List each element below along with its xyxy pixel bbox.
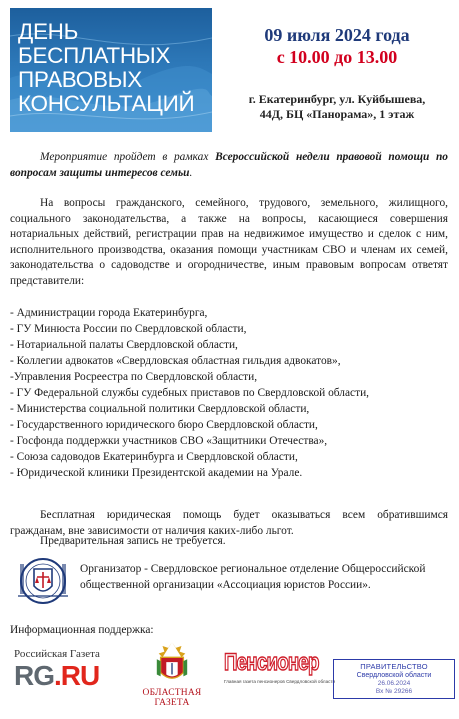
list-item: - Администрации города Екатеринбурга, <box>10 307 208 319</box>
intro-lead: Мероприятие пройдет в рамках <box>40 151 216 163</box>
oblast-caption-line: ГАЗЕТА <box>154 698 190 708</box>
banner-title-line: КОНСУЛЬТАЦИЙ <box>18 91 195 116</box>
free-help-paragraph: Бесплатная юридическая помощь будет оказываться всем обратившимся гражданам, вне зависимости от наличия каких-либо льгот. <box>10 509 448 537</box>
pensioner-newspaper-logo <box>224 648 336 692</box>
rg-mark <box>14 662 124 690</box>
list-item: - Юридической клиники Президентской академии на Урале. <box>10 467 303 479</box>
representatives-list <box>10 305 450 481</box>
association-lawyers-emblem-icon <box>14 556 72 606</box>
list-item: - Союза садоводов Екатеринбурга и Свердловской области, <box>10 451 298 463</box>
rg-mark-right: RU <box>60 660 100 691</box>
list-item: - Нотариальной палаты Свердловской области, <box>10 339 238 351</box>
list-item: - ГУ Минюста России по Свердловской области, <box>10 323 247 335</box>
organizer-text: Организатор - Свердловское региональное отделение Общероссийской общественной организации «Ассоциация юристов России». <box>80 563 426 591</box>
stamp-line: Свердловской области <box>356 671 432 679</box>
pensioner-wordmark: Пенсионер <box>224 649 319 676</box>
oblast-caption-line: ОБЛАСТНАЯ <box>142 688 202 698</box>
info-support-label: Информационная поддержка: <box>10 624 154 636</box>
pensioner-tagline: Главная газета пенсионеров Свердловской области <box>224 679 336 684</box>
stamp-line: ПРАВИТЕЛЬСТВО <box>360 662 428 671</box>
oblastnaya-gazeta-logo <box>136 640 208 718</box>
rg-mark-dot: . <box>54 660 61 691</box>
event-time: с 10.00 до 13.00 <box>276 47 398 67</box>
list-item: - Министерства социальной политики Свердловской области, <box>10 403 310 415</box>
rg-caption: Российская Газета <box>14 648 100 660</box>
event-date: 09 июля 2024 года <box>264 25 410 45</box>
rossiyskaya-gazeta-logo <box>14 648 124 694</box>
registration-stamp <box>333 659 455 699</box>
banner-title-line: БЕСПЛАТНЫХ <box>18 43 171 68</box>
banner-title-line: ПРАВОВЫХ <box>18 67 142 92</box>
event-address <box>222 92 452 122</box>
rg-mark-left: RG <box>14 660 54 691</box>
intro-tail: . <box>189 166 193 179</box>
list-item: -Управления Росреестра по Свердловской области, <box>10 371 258 383</box>
stamp-line: Вх № 29266 <box>375 688 413 695</box>
event-banner <box>10 8 212 132</box>
intro-bold: Всероссийской недели правовой помощи по вопросам защиты интересов семьи <box>10 151 448 179</box>
stamp-line: 26.06.2024 <box>377 680 411 687</box>
address-line: г. Екатеринбург, ул. Куйбышева, <box>248 92 426 106</box>
main-paragraph: На вопросы гражданского, семейного, трудового, земельного, жилищного, социального законодательства, а также на вопросы, касающиеся совершения нотариальных действий, регистрации прав на недвижимое имущество и сделок с ним, исполнительного производства, оказания помощи участникам СВО и членам их семей, законодательства о садоводстве и огородничестве, иным правовым вопросам ответят представители: <box>10 197 448 287</box>
banner-title-line: ДЕНЬ <box>18 19 79 44</box>
regional-coat-of-arms-icon <box>153 640 191 688</box>
address-line: 44Д, БЦ «Панорама», 1 этаж <box>259 107 415 121</box>
list-item: - Коллегии адвокатов «Свердловская областная гильдия адвокатов», <box>10 355 341 367</box>
prereg-note: Предварительная запись не требуется. <box>40 535 226 547</box>
list-item: - ГУ Федеральной службы судебных приставов по Свердловской области, <box>10 387 370 399</box>
intro-paragraph <box>10 150 448 181</box>
list-item: - Государственного юридического бюро Свердловской области, <box>10 419 318 431</box>
list-item: - Госфонда поддержки участников СВО «Защитники Отечества», <box>10 435 328 447</box>
